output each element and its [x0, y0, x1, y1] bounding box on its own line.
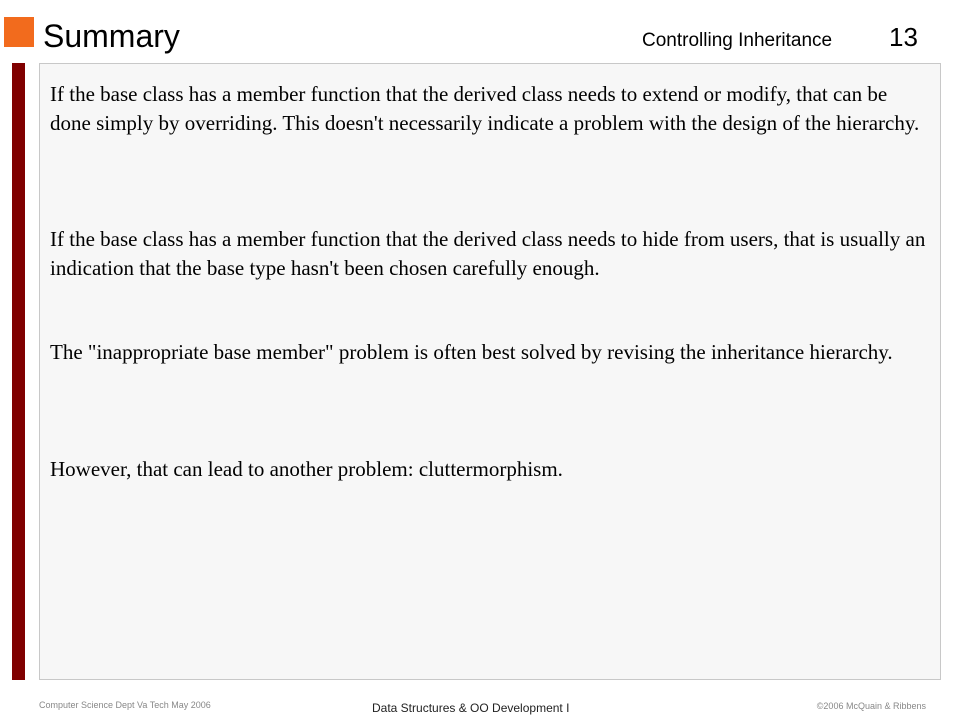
footer-copyright: ©2006 McQuain & Ribbens [816, 701, 926, 711]
content-panel [39, 63, 941, 680]
slide-topic: Controlling Inheritance [642, 30, 833, 51]
paragraph-revising-hierarchy: The "inappropriate base member" problem is often best solved by revising the inheritance hierarchy. [50, 340, 893, 364]
paragraph-cluttermorphism: However, that can lead to another problem: cluttermorphism. [50, 457, 563, 481]
footer-department: Computer Science Dept Va Tech May 2006 [39, 700, 211, 710]
slide-number: 13 [889, 22, 918, 52]
paragraph-overriding: If the base class has a member function that the derived class needs to extend or modify, that can be done simply by overriding. This doesn't necessarily indicate a problem with the design of the hierarchy. [50, 82, 920, 135]
paragraph-hiding: If the base class has a member function that the derived class needs to hide from users, that is usually an indication that the base type hasn't been chosen carefully enough. [50, 227, 926, 280]
left-accent-bar [12, 63, 25, 680]
slide-title: Summary [43, 18, 180, 54]
orange-accent-square [4, 17, 34, 47]
footer-course: Data Structures & OO Development I [372, 701, 570, 715]
